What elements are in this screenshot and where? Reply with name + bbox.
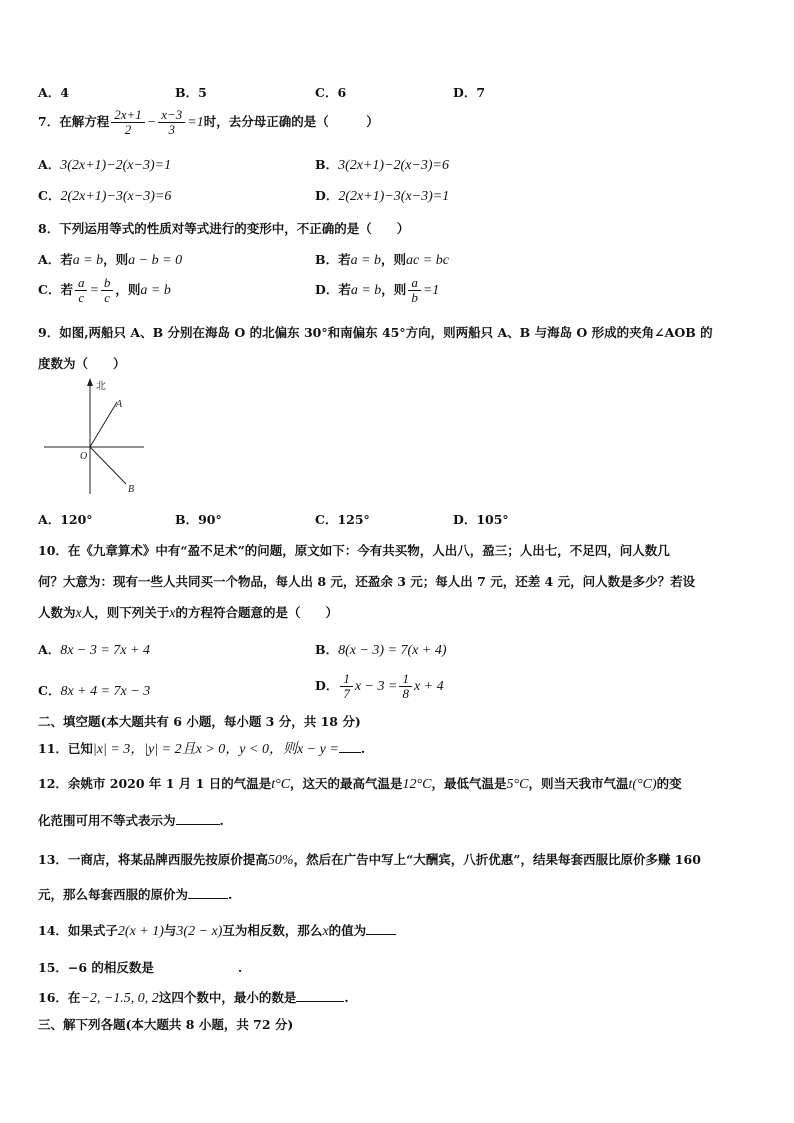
question-16: 16．在−2, −1.5, 0, 2这四个数中，最小的数是 . — [38, 990, 349, 1006]
q10-option-a: A．8x − 3 = 7x + 4 — [38, 642, 150, 658]
question-10-stem-line3: 人数为x人，则下列关于x的方程符合题意的是（ ） — [38, 605, 338, 621]
q11-answer-blank — [339, 740, 361, 753]
q7-fraction-1: $\frac{2x+1}{2}$ — [111, 108, 145, 137]
question-13-line2: 元，那么每套西服的原价为 . — [38, 887, 233, 902]
q8-option-a: A．若a = b，则a − b = 0 — [38, 252, 183, 268]
section-3-heading: 三、解下列各题(本大题共 8 小题，共 72 分) — [38, 1017, 294, 1032]
question-8-stem: 8．下列运用等式的性质对等式进行的变形中，不正确的是（ ） — [38, 221, 410, 236]
q8-option-d: D．若a = b，则 $\frac{a}{b}$ =1 — [315, 275, 440, 305]
q16-answer-blank — [296, 989, 344, 1002]
q7-fraction-2: $\frac{x-3}{3}$ — [158, 108, 185, 137]
question-12-line1: 12．余姚市 2020 年 1 月 1 日的气温是t°C，这天的最高气温是12°C，最低气温是5°C，则当天我市气温t(°C)的变 — [38, 776, 682, 792]
q8-option-c: C．若 $\frac{a}{c}$ = $\frac{b}{c}$ ，则a = b — [38, 275, 171, 305]
q10-option-d: D． $\frac{1}{7}$ x − 3 = $\frac{1}{8}$ x + 4 — [315, 671, 444, 701]
question-15: 15．−6 的相反数是 . — [38, 960, 243, 975]
question-9-stem-line2: 度数为（ ） — [38, 356, 126, 371]
q7-option-a: A．3(2x+1)−2(x−3)=1 — [38, 157, 172, 173]
q9-option-c: C．125° — [315, 512, 370, 527]
question-13-line1: 13．一商店，将某品牌西服先按原价提高50%，然后在广告中写上“大酬宾，八折优惠”，结果每套西服比原价多赚 160 — [38, 852, 701, 868]
q7-minus: − — [146, 115, 157, 130]
question-10-stem-line1: 10．在《九章算术》中有“盈不足术”的问题，原文如下：今有共买物，人出八，盈三；人出七，不足四，问人数几 — [38, 543, 670, 558]
option-a: A．4 — [38, 85, 69, 100]
q9-label-north: 北 — [96, 381, 106, 392]
q7-prefix: 7．在解方程 — [38, 114, 110, 129]
q9-ray-b — [90, 447, 126, 484]
q9-option-b: B．90° — [175, 512, 222, 527]
q9-option-a: A．120° — [38, 512, 93, 527]
q7-option-d: D．2(2x+1)−3(x−3)=1 — [315, 188, 450, 204]
q12-answer-blank — [176, 812, 220, 825]
question-9-stem-line1: 9．如图,两船只 A、B 分别在海岛 O 的北偏东 30°和南偏东 45°方向，则两船只 A、B 与海岛 O 形成的夹角∠AOB 的 — [38, 325, 713, 340]
question-12-line2: 化范围可用不等式表示为 . — [38, 813, 224, 828]
option-c: C．6 — [315, 85, 347, 100]
q7-option-b: B．3(2x+1)−2(x−3)=6 — [315, 157, 449, 173]
section-2-heading: 二、填空题(本大题共有 6 小题，每小题 3 分，共 18 分) — [38, 714, 361, 729]
q7-suffix: 时，去分母正确的是（ ） — [203, 114, 379, 129]
q9-ray-a — [90, 402, 117, 447]
q8-option-b: B．若a = b，则ac = bc — [315, 252, 449, 268]
q14-answer-blank — [366, 922, 396, 935]
option-b: B．5 — [175, 85, 207, 100]
q9-label-b: B — [128, 484, 135, 495]
option-d: D．7 — [453, 85, 486, 100]
q9-label-o: O — [80, 451, 88, 462]
q7-equals: =1 — [187, 115, 204, 130]
q9-figure — [40, 378, 150, 498]
question-11: 11．已知|x| = 3，|y| = 2且x > 0，y < 0，则x − y = . — [38, 741, 366, 757]
q10-option-c: C．8x + 4 = 7x − 3 — [38, 683, 151, 699]
q9-option-d: D．105° — [453, 512, 509, 527]
north-arrow-icon — [87, 378, 93, 386]
q7-option-c: C．2(2x+1)−3(x−3)=6 — [38, 188, 172, 204]
q13-answer-blank — [188, 886, 228, 899]
question-7-stem — [38, 108, 379, 137]
q9-label-a: A — [116, 399, 123, 410]
q10-option-b: B．8(x − 3) = 7(x + 4) — [315, 642, 447, 658]
question-10-stem-line2: 何？大意为：现有一些人共同买一个物品，每人出 8 元，还盈余 3 元；每人出 7 元，还差 4 元，问人数是多少？若设 — [38, 574, 696, 589]
question-14: 14．如果式子2(x + 1)与3(2 − x)互为相反数，那么x的值为 — [38, 921, 396, 940]
